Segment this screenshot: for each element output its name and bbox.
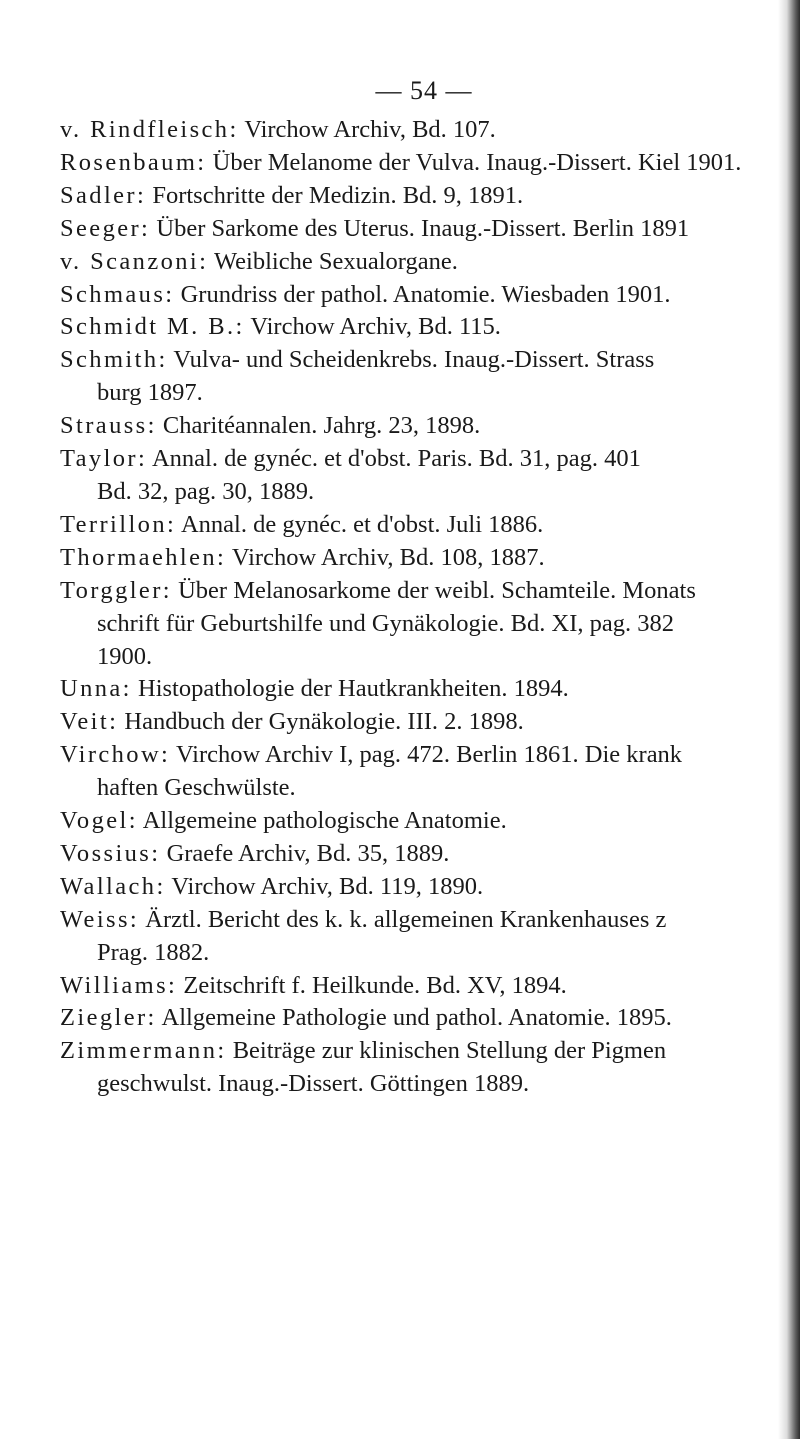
- reference-continuation-line: [60, 772, 790, 805]
- reference-text: Annal. de gynéc. et d'obst. Juli 1886.: [176, 510, 544, 538]
- reference-text: Annal. de gynéc. et d'obst. Paris. Bd. 31, pag. 401: [147, 445, 641, 473]
- reference-text: burg 1897.: [97, 379, 203, 407]
- reference-entry: [60, 1002, 790, 1035]
- reference-entry: [60, 180, 790, 213]
- reference-author: Taylor:: [60, 445, 148, 473]
- reference-text: Beiträge zur klinischen Stellung der Pigmen: [226, 1037, 667, 1065]
- reference-entry: [60, 509, 790, 542]
- reference-text: geschwulst. Inaug.-Dissert. Göttingen 1889.: [97, 1070, 530, 1098]
- reference-author: Seeger:: [60, 214, 151, 242]
- reference-entry: [60, 114, 790, 147]
- reference-continuation-line: [60, 937, 790, 970]
- reference-author: Sadler:: [60, 181, 147, 209]
- reference-list: [60, 114, 790, 1101]
- reference-author: Schmith:: [60, 346, 168, 374]
- reference-text: Über Sarkome des Uterus. Inaug.-Dissert. Berlin 1891: [150, 214, 690, 242]
- reference-continuation-line: [60, 608, 790, 641]
- reference-continuation-line: [60, 641, 790, 674]
- reference-entry: [60, 904, 790, 937]
- reference-text: 1900.: [97, 642, 153, 670]
- reference-author: Williams:: [60, 971, 178, 999]
- reference-entry: [60, 1035, 790, 1068]
- reference-author: Rosenbaum:: [60, 148, 207, 176]
- reference-author: Ziegler:: [60, 1004, 157, 1032]
- reference-continuation-line: [60, 476, 790, 509]
- reference-entry: [60, 970, 790, 1003]
- page-number: — 54 —: [375, 76, 473, 105]
- reference-text: Graefe Archiv, Bd. 35, 1889.: [160, 839, 450, 867]
- reference-entry: [60, 344, 790, 377]
- reference-text: Über Melanome der Vulva. Inaug.-Dissert. Kiel 1901.: [206, 148, 742, 176]
- reference-entry: [60, 575, 790, 608]
- reference-text: Virchow Archiv, Bd. 119, 1890.: [165, 872, 484, 900]
- reference-text: Bd. 32, pag. 30, 1889.: [97, 477, 315, 505]
- reference-entry: [60, 838, 790, 871]
- reference-entry: [60, 871, 790, 904]
- reference-author: Virchow:: [60, 741, 171, 769]
- reference-author: Vogel:: [60, 807, 138, 835]
- reference-author: Strauss:: [60, 412, 157, 440]
- reference-text: Weibliche Sexualorgane.: [208, 247, 458, 275]
- reference-entry: [60, 542, 790, 575]
- reference-author: Schmaus:: [60, 280, 175, 308]
- reference-entry: [60, 147, 790, 180]
- reference-author: Veit:: [60, 708, 119, 736]
- reference-text: Histopathologie der Hautkrankheiten. 1894.: [131, 675, 569, 703]
- reference-text: Ärztl. Bericht des k. k. allgemeinen Krankenhauses z: [139, 905, 667, 933]
- reference-entry: [60, 311, 790, 344]
- reference-text: Grundriss der pathol. Anatomie. Wiesbaden 1901.: [174, 280, 671, 308]
- reference-entry: [60, 739, 790, 772]
- reference-text: Fortschritte der Medizin. Bd. 9, 1891.: [146, 181, 524, 209]
- reference-entry: [60, 246, 790, 279]
- reference-text: schrift für Geburtshilfe und Gynäkologie. Bd. XI, pag. 382: [97, 609, 674, 637]
- reference-author: Unna:: [60, 675, 132, 703]
- reference-text: Allgemeine Pathologie und pathol. Anatomie. 1895.: [156, 1004, 672, 1032]
- reference-author: Schmidt M. B.:: [60, 313, 245, 341]
- reference-text: Allgemeine pathologische Anatomie.: [137, 807, 507, 835]
- reference-entry: [60, 443, 790, 476]
- reference-author: Torggler:: [60, 576, 172, 604]
- reference-author: v. Scanzoni:: [60, 247, 209, 275]
- reference-text: Virchow Archiv I, pag. 472. Berlin 1861. Die krank: [170, 741, 683, 769]
- reference-text: Vulva- und Scheidenkrebs. Inaug.-Dissert. Strass: [167, 346, 655, 374]
- reference-author: Terrillon:: [60, 510, 177, 538]
- reference-text: Zeitschrift f. Heilkunde. Bd. XV, 1894.: [177, 971, 567, 999]
- reference-text: Charitéannalen. Jahrg. 23, 1898.: [156, 412, 481, 440]
- reference-author: Wallach:: [60, 872, 166, 900]
- reference-text: Virchow Archiv, Bd. 108, 1887.: [226, 543, 545, 571]
- reference-text: haften Geschwülste.: [97, 774, 296, 802]
- reference-text: Handbuch der Gynäkologie. III. 2. 1898.: [118, 708, 524, 736]
- reference-text: Virchow Archiv, Bd. 115.: [244, 313, 501, 341]
- reference-text: Über Melanosarkome der weibl. Schamteile. Monats: [171, 576, 696, 604]
- reference-author: Thormaehlen:: [60, 543, 227, 571]
- reference-author: v. Rindfleisch:: [60, 116, 239, 143]
- reference-continuation-line: [60, 377, 790, 410]
- reference-author: Weiss:: [60, 905, 140, 933]
- reference-author: Zimmermann:: [60, 1037, 227, 1065]
- reference-text: Prag. 1882.: [97, 938, 210, 966]
- reference-continuation-line: [60, 1068, 790, 1101]
- reference-entry: [60, 279, 790, 312]
- page-edge-shadow: [778, 0, 800, 1439]
- reference-entry: [60, 410, 790, 443]
- reference-author: Vossius:: [60, 839, 161, 867]
- reference-text: Virchow Archiv, Bd. 107.: [238, 116, 496, 143]
- reference-entry: [60, 706, 790, 739]
- reference-entry: [60, 213, 790, 246]
- reference-entry: [60, 805, 790, 838]
- reference-entry: [60, 673, 790, 706]
